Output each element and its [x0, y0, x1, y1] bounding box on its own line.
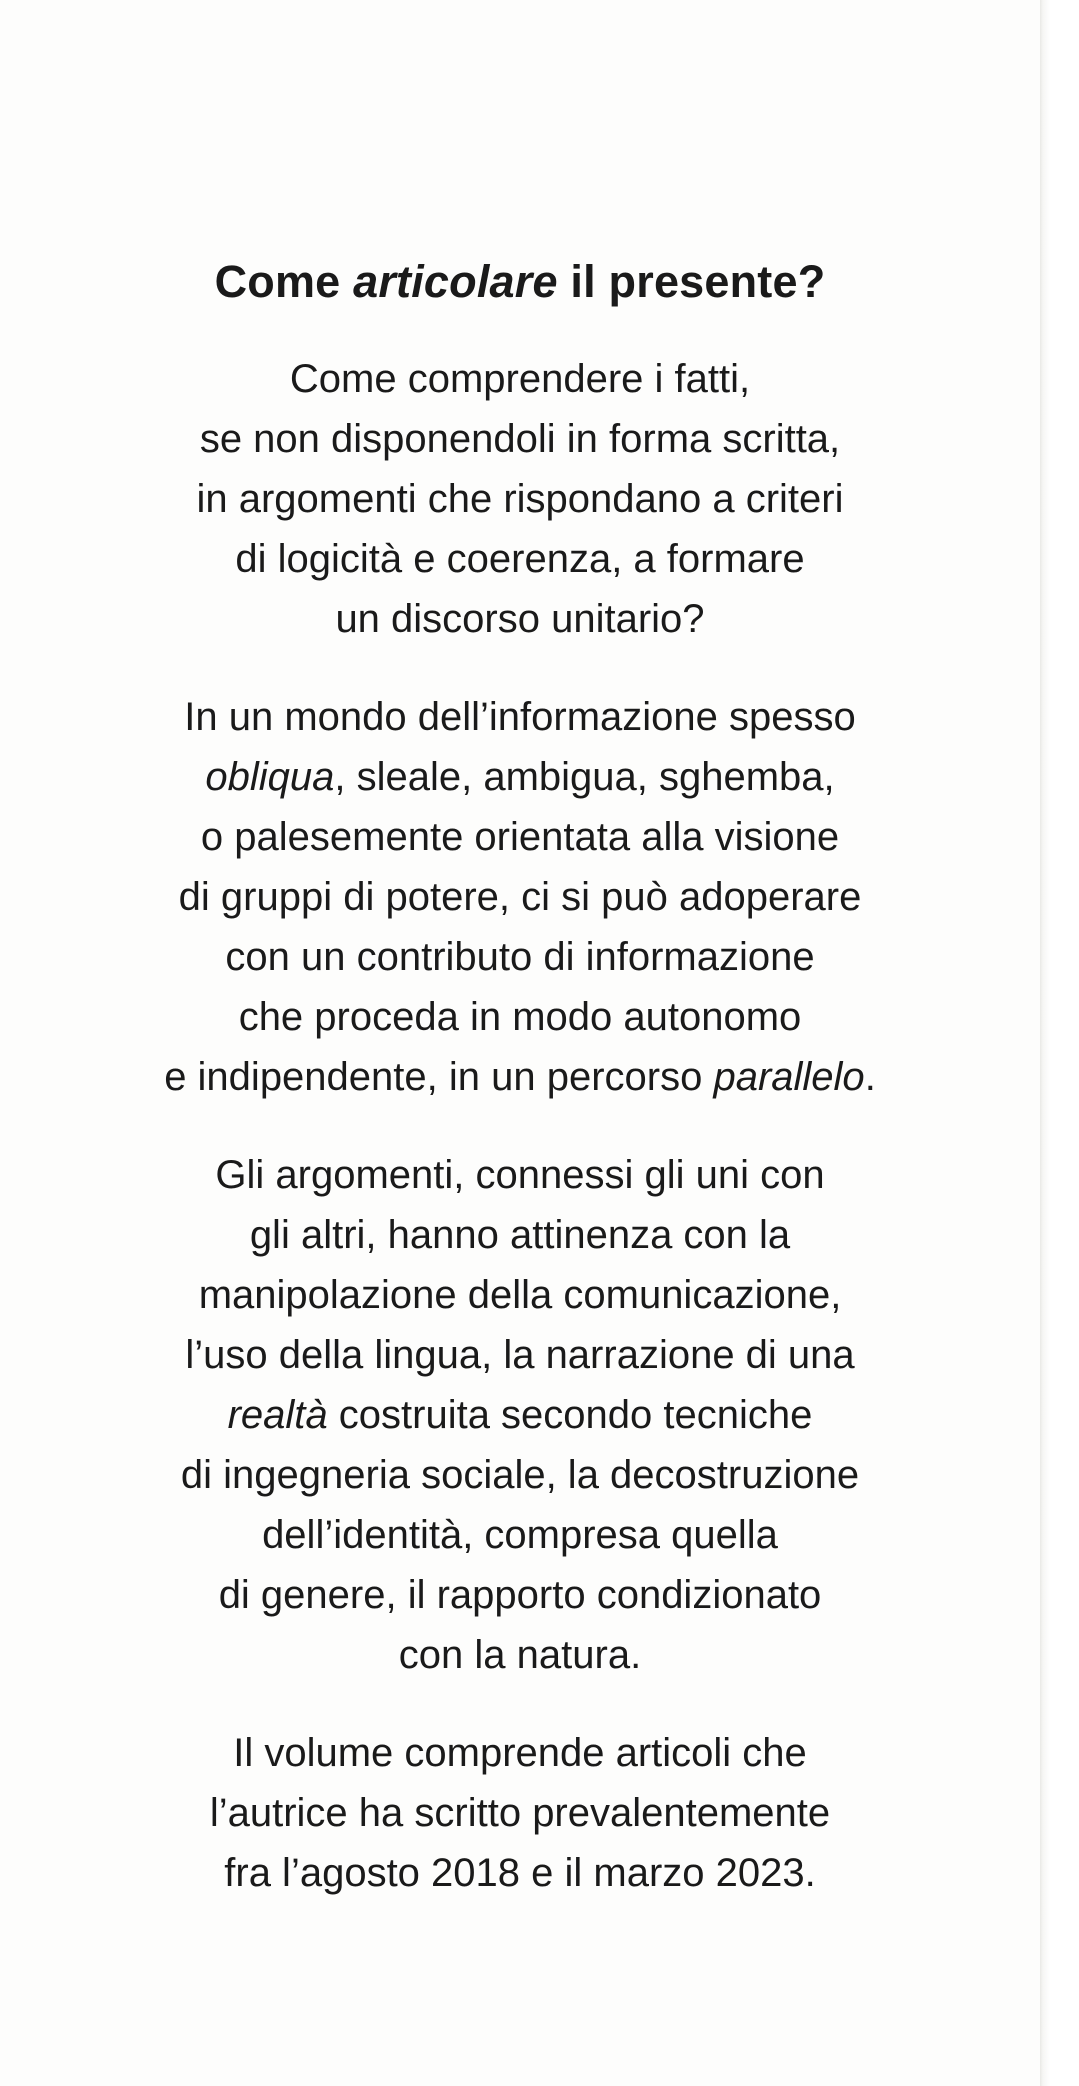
paragraph-1: [0, 349, 1040, 649]
paragraph-3: [0, 1145, 1040, 1685]
paragraph-2: [0, 687, 1040, 1107]
text-line: di gruppi di potere, ci si può adoperare: [178, 875, 862, 919]
flap-text: [0, 255, 1040, 1941]
text-line: In un mondo dell’informazione spesso: [184, 695, 856, 739]
text-line: o palesemente orientata alla visione: [200, 815, 840, 859]
text-line: in argomenti che rispondano a criteri: [196, 477, 844, 521]
title-post: il presente?: [557, 256, 826, 307]
text-line: se non disponendoli in forma scritta,: [199, 417, 841, 461]
page-title: [0, 255, 1040, 309]
text-line: Il volume comprende articoli che: [233, 1731, 807, 1775]
text-segment: .: [864, 1055, 876, 1099]
text-line: manipolazione della comunicazione,: [198, 1273, 842, 1317]
text-line: [0, 1047, 1040, 1107]
text-line: di genere, il rapporto condizionato: [218, 1573, 822, 1617]
text-line: Gli argomenti, connessi gli uni con: [215, 1153, 825, 1197]
emphasis-obliqua: obliqua: [205, 755, 335, 799]
text-line: gli altri, hanno attinenza con la: [249, 1213, 791, 1257]
text-line: l’autrice ha scritto prevalentemente: [209, 1791, 831, 1835]
text-segment: e indipendente, in un percorso: [164, 1055, 714, 1099]
text-segment: costruita secondo tecniche: [327, 1393, 813, 1437]
text-line: di logicità e coerenza, a formare: [235, 537, 805, 581]
text-line: con la natura.: [398, 1633, 642, 1677]
text-line: con un contributo di informazione: [225, 935, 815, 979]
text-line: dell’identità, compresa quella: [262, 1513, 778, 1557]
emphasis-parallelo: parallelo: [713, 1055, 865, 1099]
text-line: l’uso della lingua, la narrazione di una: [185, 1333, 855, 1377]
text-line: che proceda in modo autonomo: [238, 995, 802, 1039]
text-line: fra l’agosto 2018 e il marzo 2023.: [224, 1851, 816, 1895]
text-line: un discorso unitario?: [335, 597, 705, 641]
text-segment: , sleale, ambigua, sghemba,: [334, 755, 835, 799]
emphasis-realta: realtà: [227, 1393, 328, 1437]
text-line: [0, 1385, 1040, 1445]
paragraph-4: [0, 1723, 1040, 1903]
title-pre: Come: [214, 256, 354, 307]
title-emphasis: articolare: [353, 256, 558, 307]
text-line: Come comprendere i fatti,: [289, 357, 751, 401]
text-line: di ingegneria sociale, la decostruzione: [180, 1453, 860, 1497]
text-line: [0, 747, 1040, 807]
page-edge-shadow: [1040, 0, 1079, 2086]
